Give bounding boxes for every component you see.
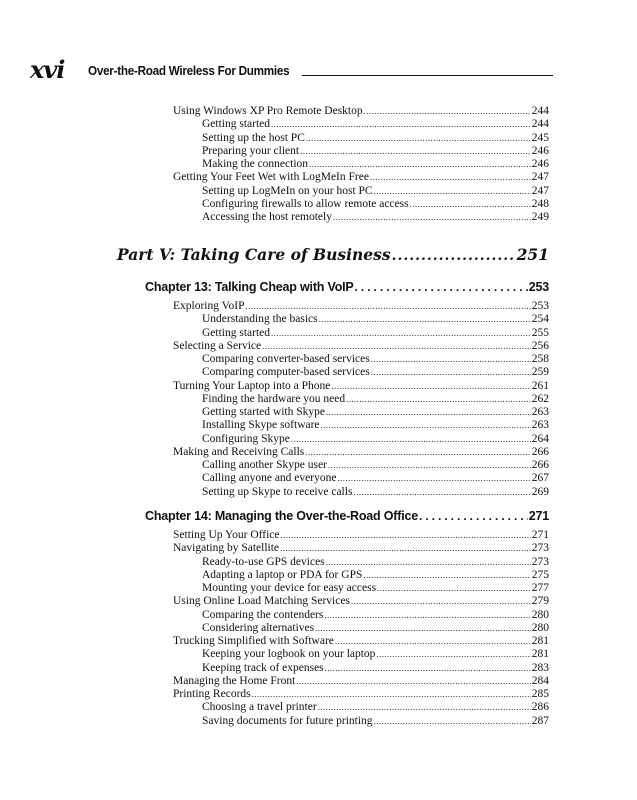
dot-leader — [271, 327, 531, 340]
toc-entry-title: Calling another Skype user — [202, 459, 327, 471]
toc-entry-title: Saving documents for future printing — [202, 714, 373, 727]
dot-leader — [326, 406, 531, 419]
toc-entry-page: 256 — [531, 339, 549, 352]
toc-entry-title: Installing Skype software — [202, 419, 320, 432]
dot-leader — [262, 340, 531, 353]
toc-subsection-entry — [202, 366, 549, 379]
toc-entry-title: Configuring Skype — [202, 432, 290, 445]
toc-section-entry — [173, 105, 549, 118]
page-number: xvi — [30, 55, 65, 84]
toc-entry-page: 273 — [531, 542, 549, 555]
toc-subsection-entry — [202, 313, 549, 326]
dot-leader — [300, 145, 531, 158]
dot-leader — [376, 648, 530, 661]
dot-leader — [280, 529, 530, 542]
dot-leader — [346, 393, 531, 406]
toc-entry-page: 281 — [531, 635, 549, 647]
toc-entry-page: 273 — [531, 555, 549, 568]
toc-entry-title: Making the connection — [202, 158, 309, 170]
toc-entry-title: Navigating by Satellite — [173, 542, 280, 555]
toc-entry-page: 245 — [531, 131, 549, 144]
toc-subsection-entry — [202, 569, 549, 582]
toc-subsection-entry — [202, 185, 549, 198]
toc-subsection-entry — [202, 211, 549, 224]
dot-leader — [392, 246, 516, 266]
dot-leader — [309, 158, 531, 171]
toc-section-entry — [173, 595, 549, 608]
toc-entry-title: Part V: Taking Care of Business — [117, 245, 391, 264]
toc-entry-page: 246 — [531, 144, 549, 157]
toc-entry-page: 263 — [531, 419, 549, 432]
toc-entry-title: Setting up Skype to receive calls — [202, 485, 353, 498]
toc-entry-title: Choosing a travel printer — [202, 701, 317, 714]
toc-section-entry — [173, 446, 549, 459]
toc-entry-page: 271 — [528, 509, 549, 523]
part-heading — [117, 245, 549, 266]
toc-entry-title: Getting started — [202, 326, 271, 339]
toc-entry-page: 281 — [531, 648, 549, 661]
dot-leader — [331, 380, 530, 393]
toc-entry-page: 248 — [531, 197, 549, 210]
toc-subsection-entry — [202, 118, 549, 131]
toc-entry-title: Considering alternatives — [202, 621, 315, 634]
dot-leader — [252, 688, 531, 701]
dot-leader — [326, 556, 531, 569]
toc-subsection-entry — [202, 433, 549, 446]
toc-entry-title: Setting Up Your Office — [173, 529, 280, 541]
toc-section-entry — [173, 300, 549, 313]
toc-entry-page: 286 — [531, 701, 549, 714]
toc-entry-title: Calling anyone and everyone — [202, 472, 337, 485]
dot-leader — [355, 280, 528, 295]
toc-entry-page: 269 — [531, 485, 549, 498]
dot-leader — [333, 211, 531, 224]
dot-leader — [419, 509, 528, 524]
toc-entry-page: 255 — [531, 326, 549, 339]
toc-entry-title: Turning Your Laptop into a Phone — [173, 379, 331, 392]
dot-leader — [325, 662, 531, 675]
dot-leader — [374, 185, 531, 198]
toc-entry-title: Keeping your logbook on your laptop — [202, 648, 376, 661]
toc-entry-title: Trucking Simplified with Software — [173, 635, 334, 647]
toc-subsection-entry — [202, 648, 549, 661]
toc-entry-page: 280 — [531, 608, 549, 621]
toc-entry-title: Accessing the host remotely — [202, 211, 332, 223]
toc-subsection-entry — [202, 582, 549, 595]
chapter-heading — [145, 509, 549, 524]
toc-entry-title: Comparing computer-based services — [202, 366, 370, 379]
toc-entry-title: Getting started with Skype — [202, 406, 325, 418]
chapter-heading — [145, 280, 549, 295]
toc-entry-page: 264 — [531, 432, 549, 445]
toc-entry-title: Using Windows XP Pro Remote Desktop — [173, 105, 363, 117]
toc-subsection-entry — [202, 701, 549, 714]
toc-entry-title: Comparing converter-based services — [202, 353, 370, 365]
toc-section-entry — [173, 529, 549, 542]
toc-subsection-entry — [202, 715, 549, 728]
toc-section-entry — [173, 171, 549, 184]
toc-entry-title: Selecting a Service — [173, 339, 262, 352]
toc-subsection-entry — [202, 419, 549, 432]
toc-entry-page: 259 — [531, 366, 549, 379]
toc-subsection-entry — [202, 406, 549, 419]
dot-leader — [328, 459, 531, 472]
toc-entry-title: Configuring firewalls to allow remote access — [202, 197, 409, 210]
toc-entry-title: Making and Receiving Calls — [173, 445, 305, 458]
dot-leader — [370, 171, 531, 184]
toc-entry-page: 275 — [531, 568, 549, 581]
toc-section-entry — [173, 635, 549, 648]
toc-section-entry — [173, 675, 549, 688]
toc-entry-title: Ready-to-use GPS devices — [202, 555, 325, 568]
toc-subsection-entry — [202, 327, 549, 340]
dot-leader — [321, 419, 531, 432]
toc-subsection-entry — [202, 198, 549, 211]
dot-leader — [410, 198, 531, 211]
toc-entry-page: 280 — [531, 621, 549, 634]
toc-subsection-entry — [202, 609, 549, 622]
toc-entry-page: 266 — [531, 459, 549, 471]
toc-section-entry — [173, 542, 549, 555]
toc-entry-page: 254 — [531, 313, 549, 326]
toc-section-entry — [173, 688, 549, 701]
dot-leader — [245, 300, 530, 313]
dot-leader — [377, 582, 531, 595]
dot-leader — [324, 609, 530, 622]
dot-leader — [335, 635, 531, 648]
toc-entry-title: Getting started — [202, 118, 271, 131]
toc-entry-title: Setting up the host PC — [202, 131, 305, 144]
dot-leader — [319, 313, 531, 326]
toc-subsection-entry — [202, 662, 549, 675]
toc-section-entry — [173, 340, 549, 353]
dot-leader — [337, 472, 530, 485]
toc-subsection-entry — [202, 158, 549, 171]
toc-subsection-entry — [202, 622, 549, 635]
dot-leader — [363, 569, 530, 582]
toc-entry-title: Managing the Home Front — [173, 674, 296, 687]
toc-entry-page: 247 — [531, 171, 549, 184]
toc-entry-title: Adapting a laptop or PDA for GPS — [202, 568, 363, 581]
toc-entry-title: Preparing your client — [202, 144, 300, 157]
toc-entry-title: Printing Records — [173, 688, 251, 700]
toc-entry-title: Finding the hardware you need — [202, 392, 346, 405]
toc-entry-page: 284 — [531, 674, 549, 687]
toc-entry-page: 277 — [531, 582, 549, 594]
toc-entry-page: 261 — [531, 379, 549, 392]
dot-leader — [306, 132, 531, 145]
dot-leader — [371, 353, 531, 366]
toc-entry-title: Getting Your Feet Wet with LogMeIn Free — [173, 171, 369, 184]
running-head-title: Over-the-Road Wireless For Dummies — [88, 63, 290, 78]
toc-entry-page: 271 — [531, 529, 549, 541]
toc-entry-page: 253 — [528, 280, 549, 294]
dot-leader — [371, 366, 531, 379]
toc-subsection-entry — [202, 145, 549, 158]
toc-subsection-entry — [202, 459, 549, 472]
toc-entry-title: Comparing the contenders — [202, 608, 324, 621]
toc-subsection-entry — [202, 393, 549, 406]
toc-subsection-entry — [202, 472, 549, 485]
toc-entry-page: 279 — [531, 595, 549, 608]
toc-entry-page: 266 — [531, 445, 549, 458]
toc-subsection-entry — [202, 353, 549, 366]
toc-entry-page: 262 — [531, 392, 549, 405]
toc-entry-page: 287 — [531, 714, 549, 727]
toc-entry-title: Understanding the basics — [202, 313, 318, 326]
toc-subsection-entry — [202, 556, 549, 569]
dot-leader — [374, 715, 531, 728]
toc-subsection-entry — [202, 486, 549, 499]
dot-leader — [351, 595, 531, 608]
toc-entry-page: 244 — [531, 118, 549, 131]
toc-entry-page: 267 — [531, 472, 549, 485]
dot-leader — [305, 446, 530, 459]
toc-entry-title: Exploring VoIP — [173, 300, 245, 312]
toc-subsection-entry — [202, 132, 549, 145]
toc-entry-title: Mounting your device for easy access — [202, 582, 377, 594]
dot-leader — [318, 701, 531, 714]
dot-leader — [315, 622, 531, 635]
toc-entry-page: 253 — [531, 300, 549, 312]
toc-entry-title: Using Online Load Matching Services — [173, 595, 350, 608]
toc-entry-page: 258 — [531, 353, 549, 365]
toc-entry-page: 246 — [531, 158, 549, 170]
dot-leader — [364, 105, 531, 118]
toc-entry-page: 247 — [531, 184, 549, 197]
toc-entry-title: Setting up LogMeIn on your host PC — [202, 184, 373, 197]
toc-entry-title: Keeping track of expenses — [202, 661, 324, 674]
toc-entry-page: 285 — [531, 688, 549, 700]
toc-entry-title: Chapter 13: Talking Cheap with VoIP — [145, 280, 354, 294]
toc-entry-title: Chapter 14: Managing the Over-the-Road Office — [145, 509, 418, 523]
toc-entry-page: 263 — [531, 406, 549, 418]
dot-leader — [291, 433, 531, 446]
dot-leader — [353, 486, 530, 499]
dot-leader — [280, 542, 531, 555]
dot-leader — [271, 118, 531, 131]
toc-entry-page: 244 — [531, 105, 549, 117]
dot-leader — [296, 675, 530, 688]
toc-entry-page: 251 — [516, 245, 549, 264]
toc-entry-page: 249 — [531, 211, 549, 223]
toc-section-entry — [173, 380, 549, 393]
toc-entry-page: 283 — [531, 661, 549, 674]
